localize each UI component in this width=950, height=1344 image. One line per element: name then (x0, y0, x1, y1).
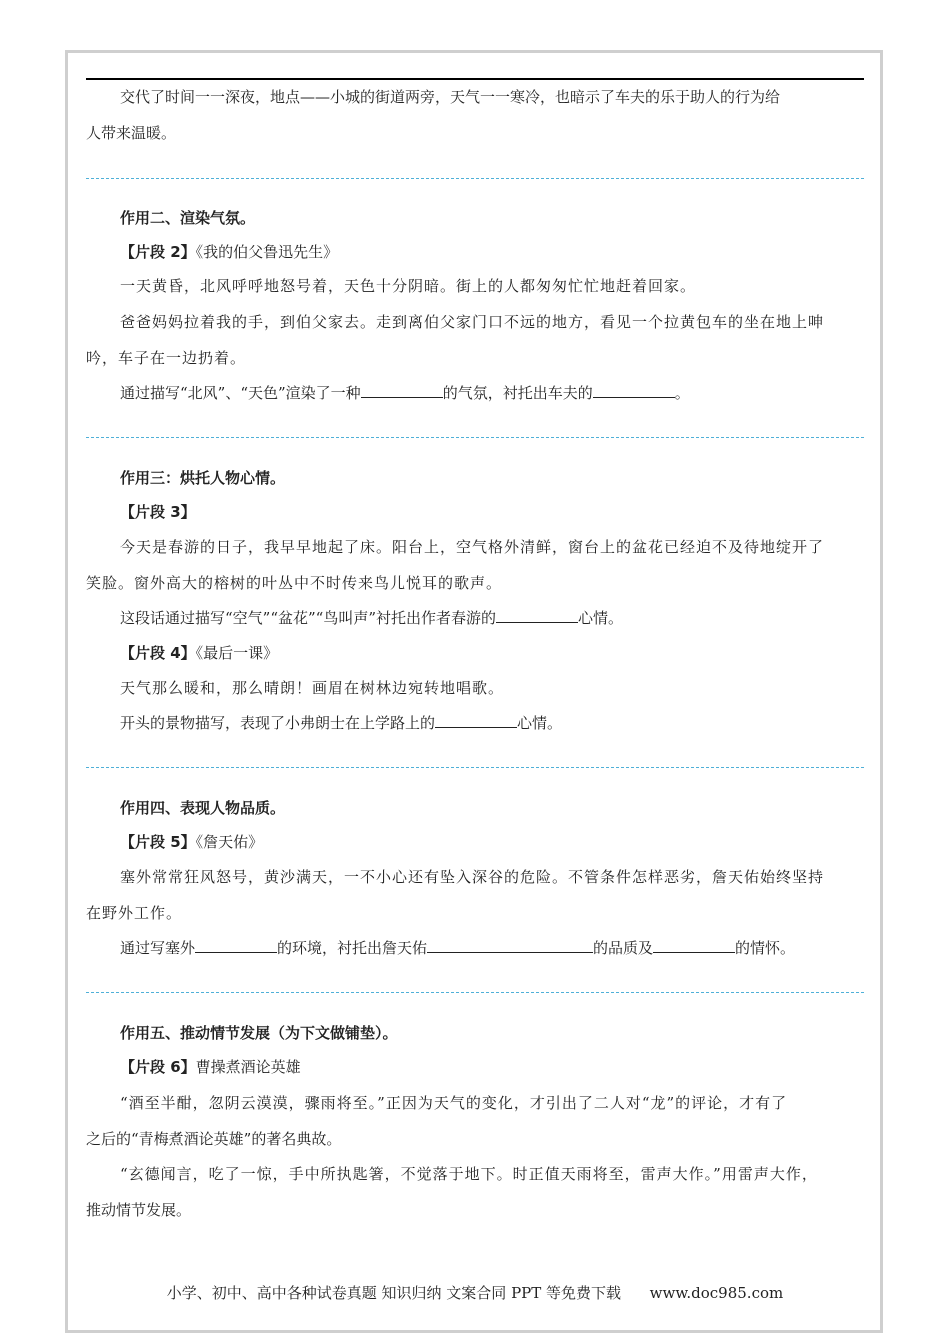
question-text: 的气氛，衬托出车夫的 (442, 384, 593, 402)
fragment-2-paragraph-1: 一天黄昏，北风呼呼地怒号着，天色十分阴暗。街上的人都匆匆忙忙地赶着回家。 (120, 277, 697, 295)
fragment-5-paragraph-b: 在野外工作。 (86, 904, 183, 922)
fill-blank[interactable] (593, 383, 675, 398)
fragment-6-paragraph-2b: 推动情节发展。 (86, 1201, 192, 1219)
fragment-5-paragraph-a: 塞外常常狂风怒号，黄沙满天，一不小心还有坠入深谷的危险。不管条件怎样恶劣，詹天佑始终坚持 (120, 868, 825, 886)
fragment-3-question (86, 607, 905, 629)
fill-blank[interactable] (435, 713, 517, 728)
section-4-heading: 作用四、表现人物品质。 (120, 799, 286, 817)
fragment-2-question (86, 382, 905, 404)
fragment-tag: 【片段 6】 (120, 1058, 196, 1076)
fill-blank[interactable] (195, 938, 277, 953)
section-5-heading: 作用五、推动情节发展（为下文做铺垫）。 (120, 1024, 398, 1042)
fragment-3-paragraph-a: 今天是春游的日子，我早早地起了床。阳台上，空气格外清鲜，窗台上的盆花已经迫不及待地绽开了 (120, 538, 825, 556)
fragment-4-title (86, 642, 905, 664)
question-text: 心情。 (517, 714, 563, 732)
fill-blank[interactable] (361, 383, 443, 398)
question-text: 通过写塞外 (120, 939, 196, 957)
fragment-source: 《最后一课》 (195, 644, 279, 662)
question-text: 这段话通过描写“空气”“盆花”“鸟叫声”衬托出作者春游的 (120, 609, 497, 627)
fragment-source: 曹操煮酒论英雄 (195, 1058, 301, 1076)
section-3-heading: 作用三：烘托人物心情。 (120, 469, 286, 487)
question-text: 的情怀。 (735, 939, 796, 957)
fragment-5-question (86, 937, 905, 959)
header-rule (86, 78, 864, 80)
question-text: 。 (674, 384, 690, 402)
fragment-source: 《詹天佑》 (195, 833, 264, 851)
fragment-6-title (86, 1056, 905, 1078)
footer-text: 小学、初中、高中各种试卷真题 知识归纳 文案合同 PPT 等免费下载 (166, 1284, 622, 1302)
fragment-6-paragraph-1a: “酒至半酣，忽阴云漠漠，骤雨将至。”正因为天气的变化，才引出了二人对“龙”的评论，才有了 (120, 1094, 788, 1112)
section-divider (86, 178, 864, 179)
fragment-2-paragraph-2b: 吟，车子在一边扔着。 (86, 349, 247, 367)
fragment-tag: 【片段 4】 (120, 644, 196, 662)
question-text: 的品质及 (593, 939, 654, 957)
fragment-3-paragraph-b: 笑脸。窗外高大的榕树的叶丛中不时传来鸟儿悦耳的歌声。 (86, 574, 503, 592)
fragment-5-title (86, 831, 905, 853)
fragment-2-title (86, 241, 905, 263)
section-divider (86, 767, 864, 768)
intro-line-2: 人带来温暖。 (86, 124, 177, 142)
fill-blank[interactable] (496, 608, 578, 623)
fragment-tag: 【片段 5】 (120, 833, 196, 851)
fragment-4-paragraph: 天气那么暖和，那么晴朗！画眉在树林边宛转地唱歌。 (120, 679, 505, 697)
question-text: 通过描写“北风”、“天色”渲染了一种 (120, 384, 361, 402)
footer (0, 1283, 950, 1303)
fragment-2-paragraph-2a: 爸爸妈妈拉着我的手，到伯父家去。走到离伯父家门口不远的地方，看见一个拉黄包车的坐在地上呻 (120, 313, 825, 331)
intro-line-1: 交代了时间一一深夜，地点——小城的街道两旁，天气一一寒冷，也暗示了车夫的乐于助人的行为给 (120, 88, 781, 106)
section-divider (86, 437, 864, 438)
section-divider (86, 992, 864, 993)
fragment-source: 《我的伯父鲁迅先生》 (195, 243, 339, 261)
fragment-tag: 【片段 2】 (120, 243, 196, 261)
fill-blank[interactable] (653, 938, 735, 953)
fragment-3-tag: 【片段 3】 (120, 503, 196, 521)
question-text: 心情。 (578, 609, 624, 627)
section-2-heading: 作用二、渲染气氛。 (120, 209, 256, 227)
question-text: 的环境，衬托出詹天佑 (277, 939, 428, 957)
fragment-4-question (86, 712, 905, 734)
footer-link[interactable]: www.doc985.com (649, 1284, 784, 1302)
fill-blank[interactable] (427, 938, 593, 953)
fragment-6-paragraph-2a: “玄德闻言，吃了一惊，手中所执匙箸，不觉落于地下。时正值天雨将至，雷声大作。”用雷声大作， (120, 1165, 818, 1183)
question-text: 开头的景物描写，表现了小弗朗士在上学路上的 (120, 714, 436, 732)
fragment-6-paragraph-1b: 之后的“青梅煮酒论英雄”的著名典故。 (86, 1130, 342, 1148)
